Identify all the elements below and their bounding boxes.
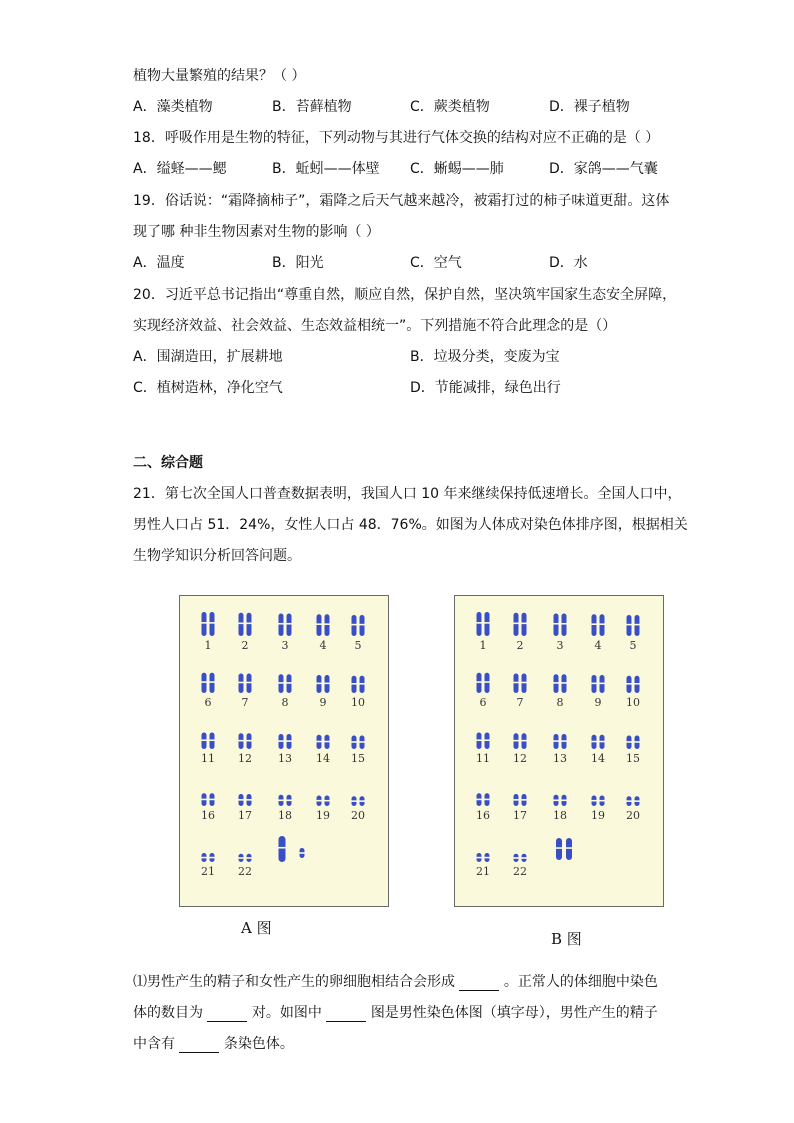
figure-a-caption: A 图 [241,919,272,937]
fig-a-chromosome-22-right [246,854,252,862]
fig-b-chromosome-9-left [591,675,597,693]
fig-a-chromosome-label-20: 20 [351,809,365,822]
fig-b-chromosome-label-5: 5 [629,639,637,652]
fig-a-chromosome-label-8: 8 [281,696,289,709]
fig-b-chromosome-label-17: 17 [513,809,527,822]
fig-a-sex-chromosome-x [278,836,286,862]
fig-b-chromosome-22-left [513,854,519,862]
fig-a-chromosome-17-left [238,794,244,806]
q20-stem-line2: 实现经济效益、社会效益、生态效益相统一”。下列措施不符合此理念的是（） [133,318,617,334]
fig-a-chromosome-label-4: 4 [319,639,327,652]
fig-b-chromosome-label-2: 2 [516,639,524,652]
q21-sub1-text-a: ⑴男性产生的精子和女性产生的卵细胞相结合会形成 [133,974,455,990]
fig-a-chromosome-7-left [238,674,244,694]
fig-b-chromosome-label-11: 11 [476,752,490,765]
fig-a-chromosome-label-10: 10 [351,696,365,709]
fig-b-chromosome-11-right [484,733,490,750]
fig-b-chromosome-8-right [561,674,567,693]
q17-stem-tail: 植物大量繁殖的结果？（ ） [133,68,306,84]
karyotype-figure-b [454,595,664,907]
fig-b-chromosome-21-left [476,853,482,862]
fig-b-chromosome-label-16: 16 [476,809,490,822]
fig-a-chromosome-label-11: 11 [201,752,215,765]
fig-b-chromosome-8-left [553,674,559,693]
fig-a-chromosome-22-left [238,854,244,862]
karyotype-b-drawing [455,596,663,906]
q20-option-d: D．节能减排，绿色出行 [410,380,561,396]
fig-b-chromosome-6-left [476,673,482,693]
fig-b-chromosome-label-18: 18 [553,809,567,822]
answer-blank-4[interactable] [179,1038,219,1053]
fig-b-chromosome-22-right [521,854,527,862]
fig-a-chromosome-21-right [209,853,215,862]
fig-a-chromosome-13-left [278,734,284,749]
fig-a-chromosome-label-22: 22 [238,865,252,878]
q18-option-d: D．家鸽——气囊 [549,161,658,177]
fig-a-chromosome-label-6: 6 [204,696,212,709]
fig-a-chromosome-label-9: 9 [319,696,327,709]
fig-b-chromosome-4-left [591,614,597,636]
fig-b-chromosome-16-right [484,793,490,806]
answer-blank-1[interactable] [459,976,499,991]
fig-a-chromosome-6-left [201,673,207,693]
fig-a-chromosome-2-right [246,613,252,636]
fig-b-chromosome-label-6: 6 [479,696,487,709]
q20-option-a: A．围湖造田，扩展耕地 [133,349,283,365]
fig-b-chromosome-1-left [476,612,482,636]
q18-stem: 18．呼吸作用是生物的特征，下列动物与其进行气体交换的结构对应不正确的是（ ） [133,130,660,146]
fig-b-chromosome-5-left [626,615,632,636]
fig-b-chromosome-6-right [484,673,490,693]
karyotype-figure-a [179,595,389,907]
fig-a-chromosome-19-right [324,796,330,807]
q21-sub1-text-d: 对。如图中 [251,1005,322,1021]
fig-a-chromosome-10-right [359,676,365,693]
fig-b-chromosome-label-21: 21 [476,865,490,878]
fig-b-chromosome-13-right [561,734,567,749]
fig-b-chromosome-7-right [521,674,527,694]
karyotype-a-drawing [180,596,388,906]
fig-b-chromosome-18-right [561,795,567,806]
fig-a-chromosome-16-left [201,793,207,806]
fig-b-chromosome-14-right [599,735,605,749]
fig-b-chromosome-label-22: 22 [513,865,527,878]
fig-a-chromosome-10-left [351,676,357,693]
q21-sub1-text-c: 体的数目为 [133,1005,203,1021]
fig-b-chromosome-19-right [599,796,605,807]
fig-b-chromosome-15-right [634,736,640,750]
fig-b-chromosome-10-left [626,676,632,693]
fig-b-chromosome-7-left [513,674,519,694]
q19-stem-line2: 现了哪 种非生物因素对生物的影响（ ） [133,224,380,240]
fig-a-chromosome-4-left [316,614,322,636]
q17-option-c: C．蕨类植物 [410,99,490,115]
q21-line3: 生物学知识分析回答问题。 [133,548,301,564]
q17-option-d: D．裸子植物 [549,99,630,115]
q20-option-c: C．植树造林，净化空气 [133,380,283,396]
fig-a-chromosome-label-2: 2 [241,639,249,652]
fig-a-chromosome-3-left [278,614,284,637]
fig-a-chromosome-label-3: 3 [281,639,289,652]
q20-stem-line1: 20．习近平总书记指出“尊重自然，顺应自然，保护自然，坚决筑牢国家生态安全屏障， [133,287,677,303]
q21-sub1-text-f: 中含有 [133,1036,175,1052]
fig-a-chromosome-20-left [351,796,357,806]
fig-a-chromosome-label-13: 13 [278,752,292,765]
fig-b-chromosome-label-20: 20 [626,809,640,822]
fig-a-chromosome-16-right [209,793,215,806]
fig-a-chromosome-label-18: 18 [278,809,292,822]
q21-sub1-text-b: 。正常人的体细胞中染色 [503,974,658,990]
fig-a-chromosome-21-left [201,853,207,862]
fig-a-chromosome-14-left [316,735,322,749]
fig-b-chromosome-15-left [626,736,632,750]
fig-b-chromosome-21-right [484,853,490,862]
fig-b-chromosome-5-right [634,615,640,636]
fig-b-chromosome-17-right [521,794,527,806]
fig-b-chromosome-label-13: 13 [553,752,567,765]
fig-b-chromosome-2-left [513,613,519,636]
fig-b-chromosome-12-left [513,733,519,749]
fig-b-chromosome-3-right [561,614,567,637]
fig-b-chromosome-label-3: 3 [556,639,564,652]
fig-b-chromosome-16-left [476,793,482,806]
q18-option-b: B．蚯蚓——体壁 [272,161,380,177]
fig-b-chromosome-label-1: 1 [479,639,487,652]
q21-sub1-text-g: 条染色体。 [223,1036,294,1052]
q19-option-b: B．阳光 [272,255,324,271]
q19-option-c: C．空气 [410,255,462,271]
answer-blank-2[interactable] [207,1007,247,1022]
fig-b-chromosome-18-left [553,795,559,806]
q21-sub1-text-e: 图是男性染色体图（填字母），男性产生的精子 [370,1005,658,1021]
fig-a-chromosome-label-5: 5 [354,639,362,652]
q21-line2: 男性人口占 51．24%，女性人口占 48．76%。如图为人体成对染色体排序图，根据相关 [133,517,688,533]
fig-a-chromosome-6-right [209,673,215,693]
fig-b-sex-chromosome-x2 [566,838,573,860]
fig-a-chromosome-4-right [324,614,330,636]
answer-blank-3[interactable] [326,1007,366,1022]
fig-a-chromosome-11-right [209,733,215,750]
fig-a-chromosome-2-left [238,613,244,636]
fig-a-chromosome-label-15: 15 [351,752,365,765]
fig-b-chromosome-1-right [484,612,490,636]
fig-a-chromosome-label-12: 12 [238,752,252,765]
q17-option-a: A．藻类植物 [133,99,213,115]
fig-a-chromosome-7-right [246,674,252,694]
fig-b-chromosome-14-left [591,735,597,749]
fig-b-chromosome-11-left [476,733,482,750]
fig-a-chromosome-label-21: 21 [201,865,215,878]
q18-option-a: A．缢蛏——鳃 [133,161,227,177]
fig-a-chromosome-5-right [359,615,365,636]
fig-b-sex-chromosome-x1 [556,838,563,860]
fig-a-chromosome-17-right [246,794,252,806]
fig-a-chromosome-15-right [359,736,365,750]
fig-a-chromosome-5-left [351,615,357,636]
fig-b-chromosome-label-4: 4 [594,639,602,652]
fig-a-chromosome-14-right [324,735,330,749]
fig-a-chromosome-20-right [359,796,365,806]
fig-a-chromosome-9-right [324,675,330,693]
fig-b-chromosome-9-right [599,675,605,693]
fig-a-chromosome-1-left [201,612,207,636]
fig-a-chromosome-19-left [316,796,322,807]
section-title: 二、综合题 [133,455,203,471]
q21-sub1-line1 [133,973,658,991]
figure-b-caption: B 图 [551,930,582,948]
fig-a-chromosome-12-right [246,733,252,749]
fig-b-chromosome-label-15: 15 [626,752,640,765]
fig-b-chromosome-label-19: 19 [591,809,605,822]
fig-a-chromosome-label-16: 16 [201,809,215,822]
fig-b-chromosome-19-left [591,796,597,807]
fig-b-chromosome-13-left [553,734,559,749]
fig-a-chromosome-3-right [286,614,292,637]
fig-a-chromosome-label-7: 7 [241,696,249,709]
q21-line1: 21．第七次全国人口普查数据表明，我国人口 10 年来继续保持低速增长。全国人口中， [133,486,682,502]
fig-b-chromosome-17-left [513,794,519,806]
fig-b-chromosome-10-right [634,676,640,693]
fig-a-chromosome-1-right [209,612,215,636]
fig-a-chromosome-label-19: 19 [316,809,330,822]
fig-b-chromosome-2-right [521,613,527,636]
fig-b-chromosome-20-left [626,796,632,806]
fig-a-chromosome-8-left [278,674,284,693]
fig-b-chromosome-label-12: 12 [513,752,527,765]
fig-a-sex-chromosome-y [299,848,305,858]
fig-b-chromosome-20-right [634,796,640,806]
fig-a-chromosome-label-17: 17 [238,809,252,822]
q21-sub1-line2 [133,1004,658,1022]
q19-option-d: D．水 [549,255,588,271]
fig-b-chromosome-3-left [553,614,559,637]
fig-a-chromosome-label-14: 14 [316,752,330,765]
fig-b-chromosome-4-right [599,614,605,636]
fig-a-chromosome-12-left [238,733,244,749]
fig-b-chromosome-label-9: 9 [594,696,602,709]
fig-b-chromosome-label-8: 8 [556,696,564,709]
fig-a-chromosome-9-left [316,675,322,693]
fig-a-chromosome-18-left [278,795,284,806]
q19-option-a: A．温度 [133,255,185,271]
q20-option-b: B．垃圾分类，变废为宝 [410,349,560,365]
q18-option-c: C．蜥蜴——肺 [410,161,504,177]
fig-a-chromosome-11-left [201,733,207,750]
fig-b-chromosome-label-14: 14 [591,752,605,765]
q21-sub1-line3 [133,1035,294,1053]
fig-a-chromosome-label-1: 1 [204,639,212,652]
fig-b-chromosome-label-7: 7 [516,696,524,709]
q17-option-b: B．苔藓植物 [272,99,352,115]
q19-stem-line1: 19．俗话说：“霜降摘柿子”，霜降之后天气越来越冷，被霜打过的柿子味道更甜。这体 [133,193,670,209]
fig-b-chromosome-label-10: 10 [626,696,640,709]
fig-a-chromosome-15-left [351,736,357,750]
fig-a-chromosome-8-right [286,674,292,693]
fig-b-chromosome-12-right [521,733,527,749]
fig-a-chromosome-18-right [286,795,292,806]
fig-a-chromosome-13-right [286,734,292,749]
